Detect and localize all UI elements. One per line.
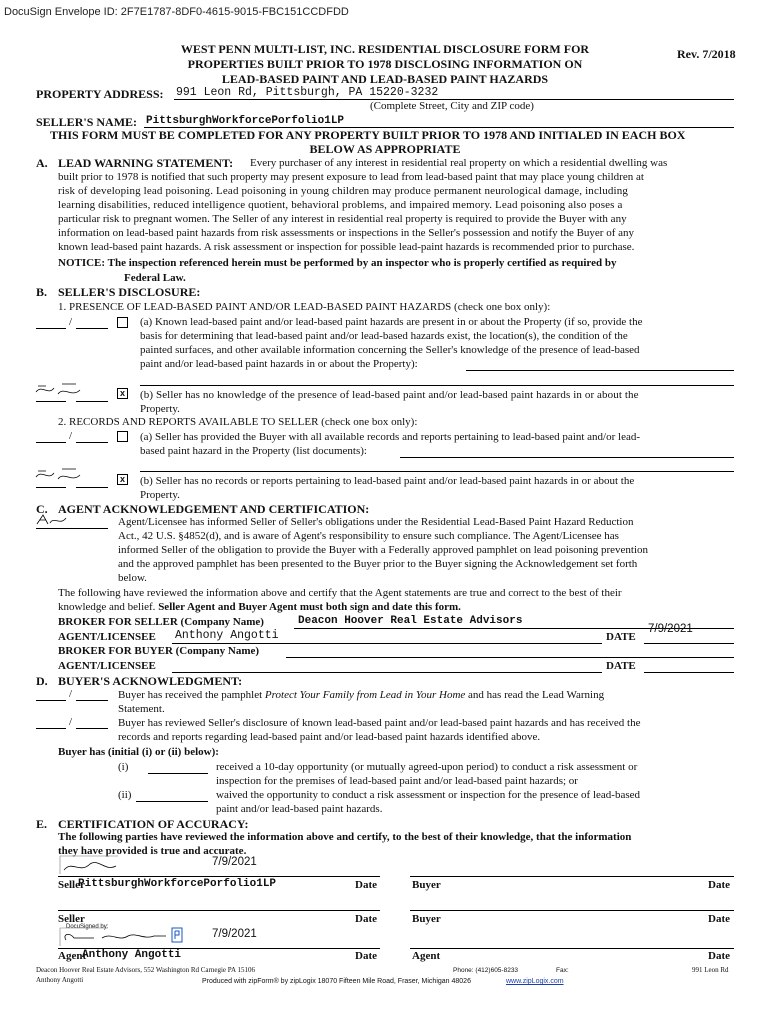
must-complete-line1: THIS FORM MUST BE COMPLETED FOR ANY PROPERTY BUILT PRIOR TO 1978 AND INITIALED IN EACH BOX [50, 128, 686, 142]
section-c-line: informed Seller of the obligation to provide the Buyer with a Federally approved pamphlet on lead poisoning prevention [118, 544, 649, 556]
buyer-initial-heading: Buyer has (initial (i) or (ii) below): [58, 746, 219, 758]
form-title-line2: PROPERTIES BUILT PRIOR TO 1978 DISCLOSING INFORMATION ON [187, 57, 583, 71]
agent-signature [58, 924, 190, 950]
docusigned-by-label: DocuSigned by: [66, 924, 109, 930]
seller2-date-label: Date [355, 913, 377, 925]
property-address-label: PROPERTY ADDRESS: [36, 87, 164, 101]
broker-seller-label: BROKER FOR SELLER (Company Name) [58, 616, 264, 628]
agent-date-label: DATE [606, 631, 636, 643]
footer-broker-address: Deacon Hoover Real Estate Advisors, 552 Washington Rd Carnegie PA 15106 [36, 966, 255, 974]
b1b-checkbox[interactable]: x [117, 388, 128, 399]
revision-label: Rev. 7/2018 [677, 47, 736, 61]
section-a-line: learning disabilities, reduced intelligence quotient, behavioral problems, and impaired memory. Lead poisoning also poses a [58, 199, 623, 211]
section-d-heading: BUYER'S ACKNOWLEDGMENT: [58, 674, 243, 688]
option-i-line: received a 10-day opportunity (or mutually agreed-upon period) to conduct a risk assessment or [216, 761, 638, 773]
section-e-letter: E. [36, 817, 48, 831]
initial-slash: / [69, 430, 73, 442]
seller2-label: Seller [58, 913, 85, 925]
broker-seller-value[interactable]: Deacon Hoover Real Estate Advisors [298, 615, 523, 627]
agent-initials-signature [34, 512, 74, 528]
seller1-label: Seller [58, 879, 85, 891]
initial-slash: / [69, 688, 73, 700]
option-i-label: (i) [118, 761, 129, 773]
b2a-line: (a) Seller has provided the Buyer with all available records and reports pertaining to lead-based paint and/or lead- [140, 431, 641, 443]
seller1-name: PittsburghWorkforcePorfolio1LP [78, 878, 277, 890]
b2b-checkbox[interactable]: x [117, 474, 128, 485]
b1a-line: paint and/or lead-based paint hazards in or about the Property): [140, 358, 418, 370]
section-c-heading: AGENT ACKNOWLEDGEMENT AND CERTIFICATION: [58, 502, 370, 516]
b2a-line: based paint hazard in the Property (list documents): [140, 445, 367, 457]
section-c-letter: C. [36, 502, 48, 516]
section-c-line: and the approved pamphlet has been presented to the Buyer prior to the Buyer signing the Acknowledgement set forth [118, 558, 638, 570]
b1a-line: (a) Known lead-based paint and/or lead-based paint hazards are present in or about the Property (if so, provide the [140, 316, 643, 328]
review-line1: The following have reviewed the information above and certify that the Agent statements are true and correct to the best of their [58, 587, 622, 599]
agent-signature-date[interactable]: 7/9/2021 [212, 928, 257, 940]
docusign-envelope-id: DocuSign Envelope ID: 2F7E1787-8DF0-4615-9015-FBC151CCDFDD [4, 6, 349, 18]
section-a-line: Every purchaser of any interest in residential real property on which a residential dwelling was [250, 157, 668, 169]
d2-line: Buyer has reviewed Seller's disclosure of known lead-based paint and/or lead-based paint hazards and has received the [118, 717, 641, 729]
agent2-date-label: DATE [606, 660, 636, 672]
buyer2-label: Buyer [412, 913, 441, 925]
option-ii-label: (ii) [118, 789, 132, 801]
certification-line1: The following parties have reviewed the information above and certify, to the best of their knowledge, that the information [58, 831, 632, 843]
seller1-date[interactable]: 7/9/2021 [212, 856, 257, 868]
section-a-line: particular risk to pregnant women. The Seller of any interest in residential real property is required to provide the Buyer with any [58, 213, 627, 225]
b1a-checkbox[interactable] [117, 317, 128, 328]
b2a-checkbox[interactable] [117, 431, 128, 442]
broker-buyer-label: BROKER FOR BUYER (Company Name) [58, 645, 260, 657]
section-a-letter: A. [36, 156, 48, 170]
footer-property: 991 Leon Rd [692, 966, 729, 974]
buyer1-date-label: Date [708, 879, 730, 891]
agent2-date-label-e: Date [708, 950, 730, 962]
b1b-line: Property. [140, 403, 180, 415]
b2-heading: 2. RECORDS AND REPORTS AVAILABLE TO SELLER (check one box only): [58, 416, 418, 428]
notice-line2: Federal Law. [124, 272, 186, 284]
footer-phone: Phone: (412)605-8233 [453, 967, 519, 974]
b1a-line: painted surfaces, and other available information concerning the Seller's knowledge of the presence of lead-based [140, 344, 640, 356]
notice-line1: NOTICE: The inspection referenced herein must be performed by an inspector who is properly certified as required by [58, 257, 617, 269]
agent-date-label-e: Date [355, 950, 377, 962]
seller-signature [58, 850, 188, 878]
b2b-line: (b) Seller has no records or reports pertaining to lead-based paint and/or lead-based paint hazards in or about the [140, 475, 635, 487]
section-b-heading: SELLER'S DISCLOSURE: [58, 285, 201, 299]
b1b-line: (b) Seller has no knowledge of the presence of lead-based paint and/or lead-based paint hazards in or about the [140, 389, 639, 401]
d1-line: Buyer has received the pamphlet Protect Your Family from Lead in Your Home and has read the Lead Warning [118, 689, 605, 701]
property-address-value[interactable]: 991 Leon Rd, Pittsburgh, PA 15220-3232 [176, 86, 439, 99]
seller1-date-label: Date [355, 879, 377, 891]
seller-name-value[interactable]: PittsburghWorkforcePorfolio1LP [146, 115, 345, 127]
certification-line2: they have provided is true and accurate. [58, 845, 247, 857]
must-complete-line2: BELOW AS APPROPRIATE [309, 142, 461, 156]
section-b-letter: B. [36, 285, 48, 299]
seller-name-label: SELLER'S NAME: [36, 115, 138, 129]
agent-label: Agent [58, 950, 87, 962]
d2-line2: records and reports regarding lead-based paint and/or lead-based paint hazards identified above. [118, 731, 541, 743]
footer-agent-name: Anthony Angotti [36, 976, 84, 984]
option-ii-line: waived the opportunity to conduct a risk assessment or inspection for the presence of lead-based [216, 789, 640, 801]
section-a-line: information on lead-based paint hazards from risk assessments or inspections in the Seller's possession and notify the Buyer of any [58, 227, 635, 239]
form-title-line1: WEST PENN MULTI-LIST, INC. RESIDENTIAL DISCLOSURE FORM FOR [180, 42, 590, 56]
section-c-line: Agent/Licensee has informed Seller of Seller's obligations under the Residential Lead-Based Paint Hazard Reduction [118, 516, 634, 528]
b1-heading: 1. PRESENCE OF LEAD-BASED PAINT AND/OR LEAD-BASED PAINT HAZARDS (check one box only): [58, 301, 551, 313]
buyer1-label: Buyer [412, 879, 441, 891]
b2b-line: Property. [140, 489, 180, 501]
footer-fax: Fax: [556, 967, 569, 974]
section-a-line: risk of developing lead poisoning. Lead poisoning in young children may produce permanent neurological damage, including [58, 185, 628, 197]
initial-slash: / [69, 316, 73, 328]
agent-licensee2-label: AGENT/LICENSEE [58, 660, 156, 672]
buyer2-date-label: Date [708, 913, 730, 925]
agent-date-value[interactable]: 7/9/2021 [648, 623, 693, 635]
agent-licensee-label: AGENT/LICENSEE [58, 631, 156, 643]
property-address-caption: (Complete Street, City and ZIP code) [370, 100, 534, 112]
d1-line2: Statement. [118, 703, 165, 715]
section-e-heading: CERTIFICATION OF ACCURACY: [58, 817, 249, 831]
b1a-line: basis for determining that lead-based paint and/or lead-based hazards exist, the location(s), the condition of the [140, 330, 628, 342]
agent2-label-e: Agent [412, 950, 441, 962]
footer-produced-with: Produced with zipForm® by zipLogix 18070 Fifteen Mile Road, Fraser, Michigan 48026 [202, 978, 471, 985]
agent-name: Anthony Angotti [82, 949, 182, 961]
form-title-line3: LEAD-BASED PAINT AND LEAD-BASED PAINT HAZARDS [221, 72, 549, 86]
option-ii-line2: paint and/or lead-based paint hazards. [216, 803, 383, 815]
seller-initials-signature [32, 465, 110, 487]
section-a-heading: LEAD WARNING STATEMENT: [58, 156, 234, 170]
section-c-line: below. [118, 572, 147, 584]
seller-initials-signature [32, 380, 110, 402]
initial-slash: / [69, 716, 73, 728]
review-line2: knowledge and belief. Seller Agent and Buyer Agent must both sign and date this form. [58, 601, 461, 613]
section-d-letter: D. [36, 674, 48, 688]
section-a-line: built prior to 1978 is notified that such property may present exposure to lead from lead-based paint that may place young children at [58, 171, 644, 183]
ziplogix-link[interactable]: www.zipLogix.com [506, 978, 564, 985]
section-a-line: known lead-based paint hazards. A risk assessment or inspection for possible lead-paint hazards is recommended prior to purchase. [58, 241, 635, 253]
agent-licensee-value[interactable]: Anthony Angotti [175, 629, 279, 642]
section-c-line: Act., 42 U.S. §4852(d), and is aware of Agent's responsibility to ensure such compliance. The Agent/Licensee has [118, 530, 619, 542]
option-i-line2: inspection for the premises of lead-based paint and/or lead-based paint hazards; or [216, 775, 578, 787]
